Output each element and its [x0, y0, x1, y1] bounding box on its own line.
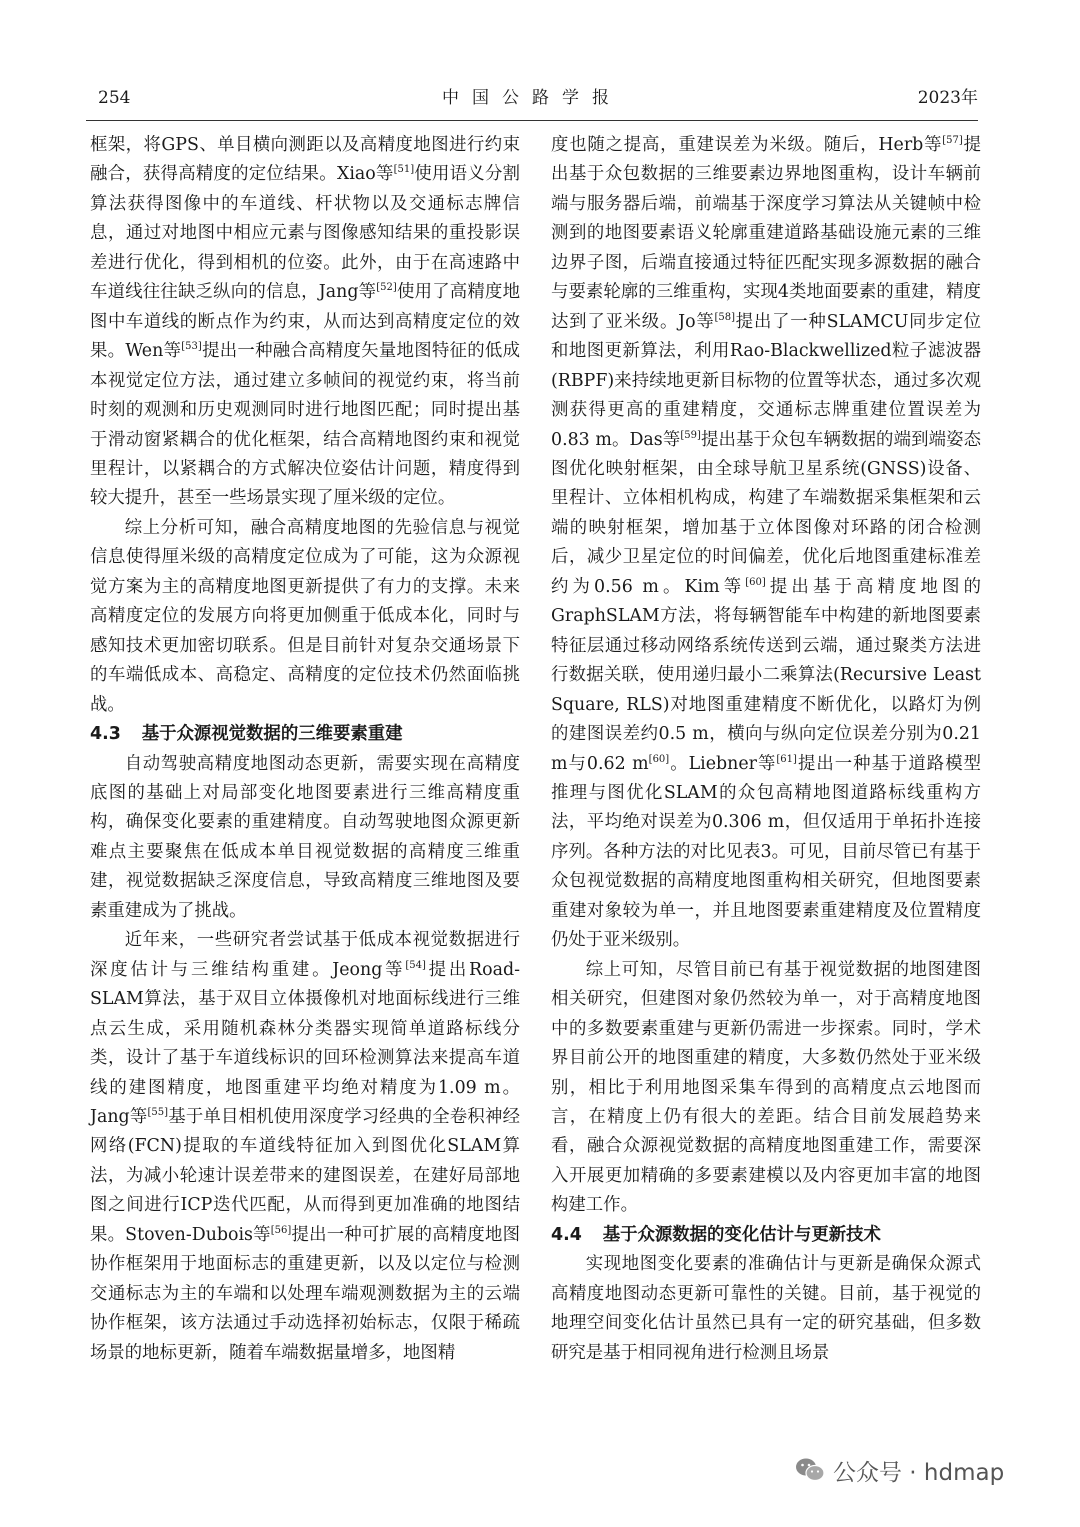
paragraph-text: 基于单目相机使用深度学习经典的全卷积神经网络(FCN)提取的车道线特征加入到图优化SLAM算法，为减小轮速计误差带来的建图误差，在建好局部地图之间进行ICP迭代匹配，从而得到更加准确的地图结果。Stoven-Dubois等 [90, 1106, 520, 1245]
paragraph-text: 提出一种基于道路模型推理与图优化SLAM的众包高精地图道路标线重构方法，平均绝对误差为0.306 m，但仅适用于单拓扑连接序列。各种方法的对比见表3。可见，目前尽管已有基于众包视觉数据的高精度地图重构相关研究，但地图要素重建对象较为单一，并且地图要素重建精度及位置精度仍处于亚米级别。 [551, 753, 981, 951]
section-heading [90, 720, 520, 749]
section-title: 基于众源视觉数据的三维要素重建 [141, 724, 403, 745]
paragraph-text: 度也随之提高，重建误差为米级。随后，Herb等 [551, 135, 943, 155]
paragraph-text: 提出Road-SLAM算法，基于双目立体摄像机对地面标线进行三维点云生成，采用随机森林分类器实现简单道路标线分类，设计了基于车道线标识的回环检测算法来提高车道线的建图精度，地图重建平均绝对精度为1.09 m。Jang等 [90, 959, 520, 1127]
right-column [551, 131, 981, 1368]
citation-ref: [57] [942, 135, 963, 146]
paragraph-text: 提出基于众包车辆数据的端到端姿态图优化映射框架，由全球导航卫星系统(GNSS)设备、里程计、立体相机构成，构建了车端数据采集框架和云端的映射框架，增加基于立体图像对环路的闭合检测后，减少卫星定位的时间偏差，优化后地图重建标准差约为0.56 m。Kim等 [551, 429, 981, 597]
paragraph-text: 提出基于高精度地图的GraphSLAM方法，将每辆智能车中构建的新地图要素特征层通过移动网络系统传送到云端，通过聚类方法进行数据关联，使用递归最小二乘算法(Recursive Least Square, RLS)对地图重建精度不断优化，以路灯为例的建图误差约0.5 m，横向与纵向定位误差分别为0.21 m与0.62 m [551, 576, 981, 774]
paragraph: 自动驾驶高精度地图动态更新，需要实现在高精度底图的基础上对局部变化地图要素进行三维高精度重构，确保变化要素的重建精度。自动驾驶地图众源更新难点主要聚焦在低成本单目视觉数据的高精度三维重建，视觉数据缺乏深度信息，导致高精度三维地图及要素重建成为了挑战。 [90, 753, 520, 921]
paragraph: 综上可知，尽管目前已有基于视觉数据的地图建图相关研究，但建图对象仍然较为单一，对于高精度地图中的多数要素重建与更新仍需进一步探索。同时，学术界目前公开的地图重建的精度，大多数仍然处于亚米级别，相比于利用地图采集车得到的高精度点云地图而言，在精度上仍有很大的差距。结合目前发展趋势来看，融合众源视觉数据的高精度地图重建工作，需要深入开展更加精确的多要素建模以及内容更加丰富的地图构建工作。 [551, 959, 981, 1216]
section-number: 4.3 [90, 724, 121, 745]
citation-ref: [60] [648, 753, 670, 765]
paragraph [90, 131, 520, 514]
section-number: 4.4 [551, 1224, 582, 1245]
paragraph [90, 926, 520, 1368]
header-rule [86, 120, 978, 121]
citation-ref: [59] [680, 429, 701, 441]
paragraph-text: 。Liebner等 [669, 753, 777, 774]
paragraph-text: 框架，将GPS、单目横向测距以及高精度地图进行约束融合，获得高精度的定位结果。Xiao等 [90, 135, 520, 185]
section-heading [551, 1221, 981, 1250]
citation-ref: [60] [745, 576, 766, 588]
paragraph-text: 提出了一种SLAMCU同步定位和地图更新算法，利用Rao-Blackwellized粒子滤波器(RBPF)来持续地更新目标物的位置等状态，通过多次观测获得更高的重建精度，交通标志牌重建位置误差为0.83 m。Das等 [551, 311, 981, 450]
paragraph-text: 近年来，一些研究者尝试基于低成本视觉数据进行深度估计与三维结构重建。Jeong等 [90, 930, 520, 980]
paragraph-text: 提出一种可扩展的高精度地图协作框架用于地面标志的重建更新，以及以定位与检测交通标志为主的车端和以处理车端观测数据为主的云端协作框架，该方法通过手动选择初始标志，仅限于稀疏场景的地标更新，随着车端数据量增多，地图精 [90, 1224, 520, 1363]
running-header [86, 86, 978, 110]
watermark [795, 1448, 1004, 1492]
journal-title: 中国公路学报 [442, 88, 622, 108]
citation-ref: [61] [776, 753, 797, 765]
citation-ref: [55] [147, 1106, 169, 1118]
paragraph-text: 使用语义分割算法获得图像中的车道线、杆状物以及交通标志牌信息，通过对地图中相应元素与图像感知结果的重投影误差进行优化，得到相机的位姿。此外，由于在高速路中车道线往往缺乏纵向的信息，Jang等 [90, 164, 520, 303]
watermark-text: 公众号 · hdmap [833, 1459, 1005, 1486]
paragraph: 实现地图变化要素的准确估计与更新是确保众源式高精度地图动态更新可靠性的关键。目前，基于视觉的地理空间变化估计虽然已具有一定的研究基础，但多数研究是基于相同视角进行检测且场景 [551, 1254, 981, 1363]
paragraph-text: 提出一种融合高精度矢量地图特征的低成本视觉定位方法，通过建立多帧间的视觉约束，将当前时刻的观测和历史观测同时进行地图匹配；同时提出基于滑动窗紧耦合的优化框架，结合高精地图约束和视觉里程计，以紧耦合的方式解决位姿估计问题，精度得到较大提升，甚至一些场景实现了厘米级的定位。 [90, 341, 520, 509]
citation-ref: [52] [376, 282, 397, 294]
wechat-icon [795, 1457, 825, 1483]
paragraph-text: 提出基于众包数据的三维要素边界地图重构，设计车辆前端与服务器后端，前端基于深度学习算法从关键帧中检测到的地图要素语义轮廓重建道路基础设施元素的三维边界子图，后端直接通过特征匹配实现多源数据的融合与要素轮廓的三维重构，实现4类地面要素的重建，精度达到了亚米级。Jo等 [551, 135, 981, 332]
citation-ref: [54] [405, 959, 426, 971]
citation-ref: [51] [393, 164, 415, 176]
citation-ref: [53] [181, 341, 202, 353]
section-title: 基于众源数据的变化估计与更新技术 [602, 1224, 881, 1245]
citation-ref: [56] [270, 1224, 292, 1236]
paragraph-text: 使用了高精度地图中车道线的断点作为约束，从而达到高精度定位的效果。Wen等 [90, 282, 520, 362]
citation-ref: [58] [714, 311, 736, 323]
publication-year: 2023年 [917, 88, 978, 108]
left-column [90, 131, 520, 1368]
paragraph [551, 131, 981, 956]
page-number: 254 [98, 88, 131, 108]
paragraph: 综上分析可知，融合高精度地图的先验信息与视觉信息使得厘米级的高精度定位成为了可能，这为众源视觉方案为主的高精度地图更新提供了有力的支撑。未来高精度定位的发展方向将更加侧重于低成本化，同时与感知技术更加密切联系。但是目前针对复杂交通场景下的车端低成本、高稳定、高精度的定位技术仍然面临挑战。 [90, 517, 520, 715]
